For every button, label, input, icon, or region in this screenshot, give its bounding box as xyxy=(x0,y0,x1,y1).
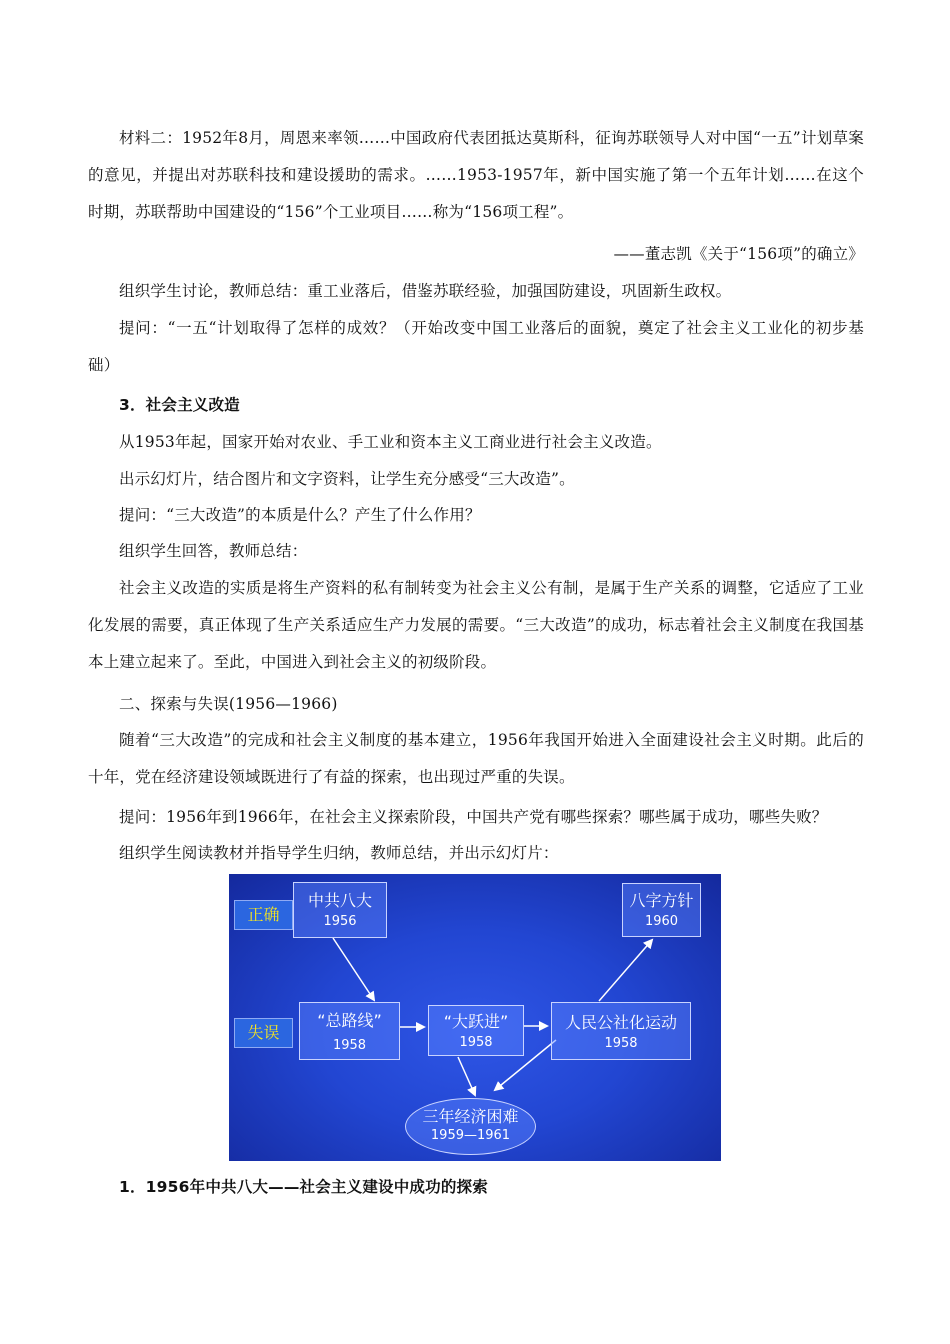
paragraph-material-two: 材料二：1952年8月，周恩来率领……中国政府代表团抵达莫斯科，征询苏联领导人对中国“一五”计划草案的意见，并提出对苏联科技和建设援助的需求。……1953-1957年，新中国实施了第一个五年计划……在这个时期，苏联帮助中国建设的“156”个工业项目……称为“156项工程”。 xyxy=(88,129,864,221)
box-renmin-title: 人民公社化运动 xyxy=(564,1013,677,1032)
paragraph-answer: 组织学生回答，教师总结： xyxy=(119,542,308,560)
history-slide-diagram xyxy=(229,874,721,1161)
box-bada-year: 1956 xyxy=(323,914,357,929)
paragraph-slide-two: 组织学生阅读教材并指导学生归纳，教师总结，并出示幻灯片： xyxy=(119,844,559,862)
box-bazi xyxy=(622,883,701,937)
source-citation xyxy=(88,236,864,273)
paragraph-essence: 社会主义改造的实质是将生产资料的私有制转变为社会主义公有制，是属于生产关系的调整，它适应了工业化发展的需要，真正体现了生产关系适应生产力发展的需要。“三大改造”的成功，标志着社会主义制度在我国基本上建立起来了。至此，中国进入到社会主义的初级阶段。 xyxy=(88,579,864,671)
oval-kunnan-year: 1959—1961 xyxy=(430,1128,511,1143)
box-renmin-year: 1958 xyxy=(604,1036,638,1051)
box-bazi-year: 1960 xyxy=(644,914,679,929)
box-renmin xyxy=(551,1002,691,1060)
source-dash: —— xyxy=(613,245,645,263)
paragraph-1953: 从1953年起，国家开始对农业、手工业和资本主义工商业进行社会主义改造。 xyxy=(119,433,662,451)
tag-error: 失误 xyxy=(234,1018,293,1048)
box-dayuejin-title: “大跃进” xyxy=(443,1012,509,1031)
box-bada xyxy=(293,882,387,938)
arrow-dayuejin-to-kunnan xyxy=(458,1057,475,1095)
box-zongluxian xyxy=(299,1002,400,1060)
box-dayuejin xyxy=(428,1005,524,1056)
oval-kunnan-title: 三年经济困难 xyxy=(422,1107,519,1126)
box-dayuejin-year: 1958 xyxy=(459,1035,493,1050)
box-bazi-title: 八字方针 xyxy=(629,891,694,910)
box-bada-title: 中共八大 xyxy=(307,891,372,910)
oval-kunnan xyxy=(405,1098,536,1155)
paragraph-slide-one: 出示幻灯片，结合图片和文字资料，让学生充分感受“三大改造”。 xyxy=(119,470,575,488)
box-zongluxian-year: 1958 xyxy=(332,1038,367,1053)
source-text: 董志凯《关于“156项”的确立》 xyxy=(644,245,864,263)
tag-correct: 正确 xyxy=(234,900,293,930)
box-zongluxian-title: “总路线” xyxy=(317,1011,382,1030)
heading-socialist-transformation: 3．社会主义改造 xyxy=(119,396,240,414)
paragraph-question-one: 提问：“一五“计划取得了怎样的成效？（开始改变中国工业落后的面貌，奠定了社会主义工业化的初步基础） xyxy=(88,319,864,374)
section-exploration-heading: 二、探索与失误(1956—1966) xyxy=(119,695,338,713)
paragraph-1956: 随着“三大改造”的完成和社会主义制度的基本建立，1956年我国开始进入全面建设社会主义时期。此后的十年，党在经济建设领域既进行了有益的探索，也出现过严重的失误。 xyxy=(88,731,864,786)
paragraph-discussion: 组织学生讨论，教师总结：重工业落后，借鉴苏联经验，加强国防建设，巩固新生政权。 xyxy=(119,282,732,300)
heading-bada-success: 1．1956年中共八大——社会主义建设中成功的探索 xyxy=(119,1178,488,1196)
paragraph-question-two: 提问：“三大改造”的本质是什么？产生了什么作用？ xyxy=(119,506,481,524)
arrow-bada-to-zongluxian xyxy=(333,938,374,1000)
arrow-renmin-to-bazi xyxy=(599,940,652,1001)
paragraph-question-three: 提问：1956年到1966年，在社会主义探索阶段，中国共产党有哪些探索？哪些属于成功，哪些失败？ xyxy=(119,808,828,826)
